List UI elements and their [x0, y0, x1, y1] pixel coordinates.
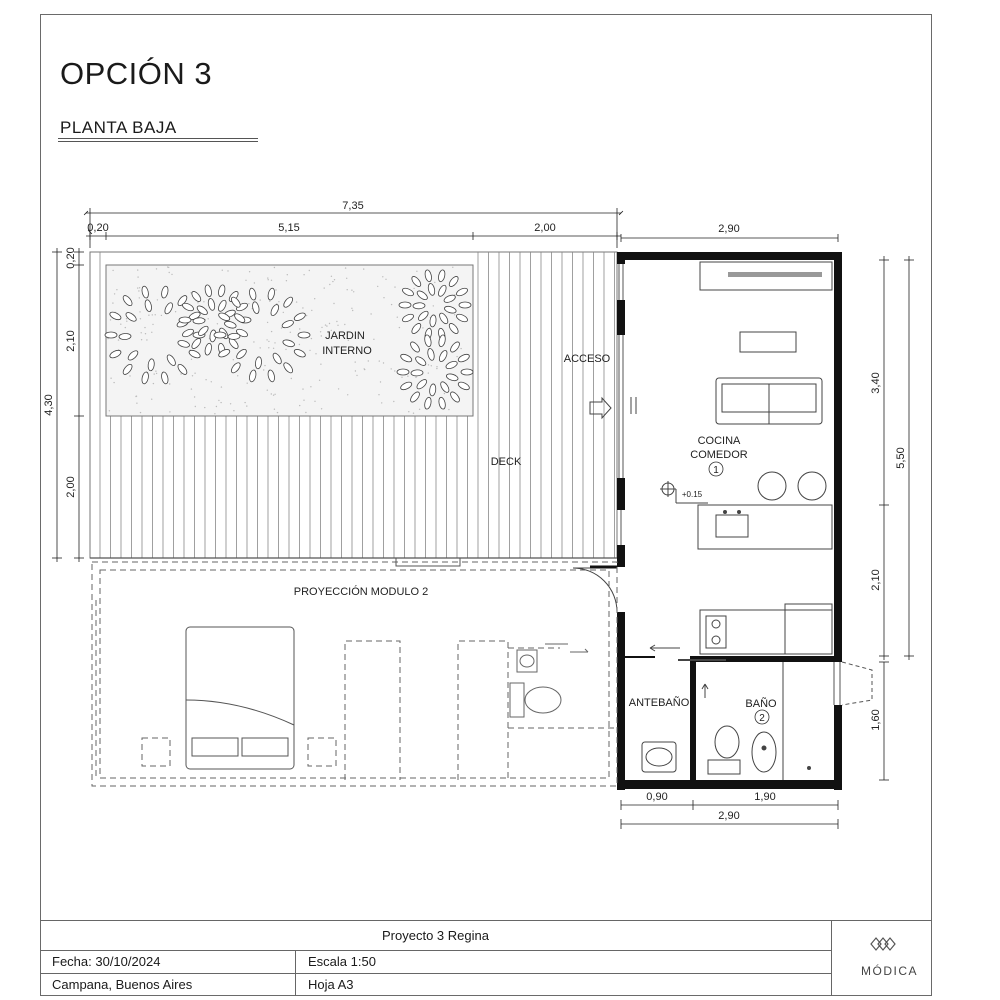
bano-label: BAÑO	[745, 698, 777, 710]
kitchen-label-2: COMEDOR	[690, 449, 748, 461]
level-label: +0.15	[681, 490, 703, 499]
dim-top-a: 0,20	[87, 222, 109, 234]
module2-bath	[510, 644, 588, 717]
project-name: Proyecto 3 Regina	[382, 927, 489, 943]
projection-label: PROYECCIÓN MODULO 2	[293, 586, 429, 598]
deck-label: DECK	[490, 456, 522, 468]
tb-line-col	[295, 950, 296, 996]
dim-bottom-a: 0,90	[646, 791, 668, 803]
dim-left-a: 0,20	[65, 247, 77, 269]
title-block	[40, 920, 932, 996]
dim-right-small: 1,60	[870, 709, 882, 731]
dim-left-b: 2,10	[65, 330, 77, 352]
dim-bottom-b: 1,90	[754, 791, 776, 803]
page-subtitle: PLANTA BAJA	[60, 118, 177, 137]
bath-fixtures	[642, 662, 811, 780]
page-title: OPCIÓN 3	[60, 56, 213, 91]
garden-label-1: JARDIN	[325, 330, 365, 342]
kitchen-label-1: COCINA	[697, 435, 741, 447]
kitchen-furniture	[650, 262, 832, 660]
project-date: Fecha: 30/10/2024	[52, 954, 161, 969]
dim-left-c: 2,00	[65, 476, 77, 498]
dim-top-total: 7,35	[342, 200, 364, 212]
project-location: Campana, Buenos Aires	[52, 977, 193, 992]
access-label: ACCESO	[563, 353, 611, 365]
brand-logo-icon	[870, 936, 896, 952]
dim-right-b: 2,10	[870, 569, 882, 591]
dim-top-b: 5,15	[278, 222, 300, 234]
dim-right-total: 5,50	[895, 447, 907, 469]
project-scale: Escala 1:50	[308, 954, 376, 969]
kitchen-number: 1	[713, 465, 719, 476]
dim-bottom-total: 2,90	[718, 810, 740, 822]
garden-label-2: INTERNO	[322, 345, 372, 357]
dim-right-a: 3,40	[870, 372, 882, 394]
dim-left-total: 4,30	[43, 394, 55, 416]
antebano-label: ANTEBAÑO	[628, 697, 690, 709]
garden-area	[105, 265, 473, 416]
brand-name: MÓDICA	[861, 964, 918, 978]
sheet-size: Hoja A3	[308, 977, 354, 992]
dim-top-right: 2,90	[718, 223, 740, 235]
tb-line-logo	[831, 920, 832, 996]
bed	[186, 627, 294, 769]
bano-number: 2	[759, 713, 765, 724]
dim-top-c: 2,00	[534, 222, 556, 234]
